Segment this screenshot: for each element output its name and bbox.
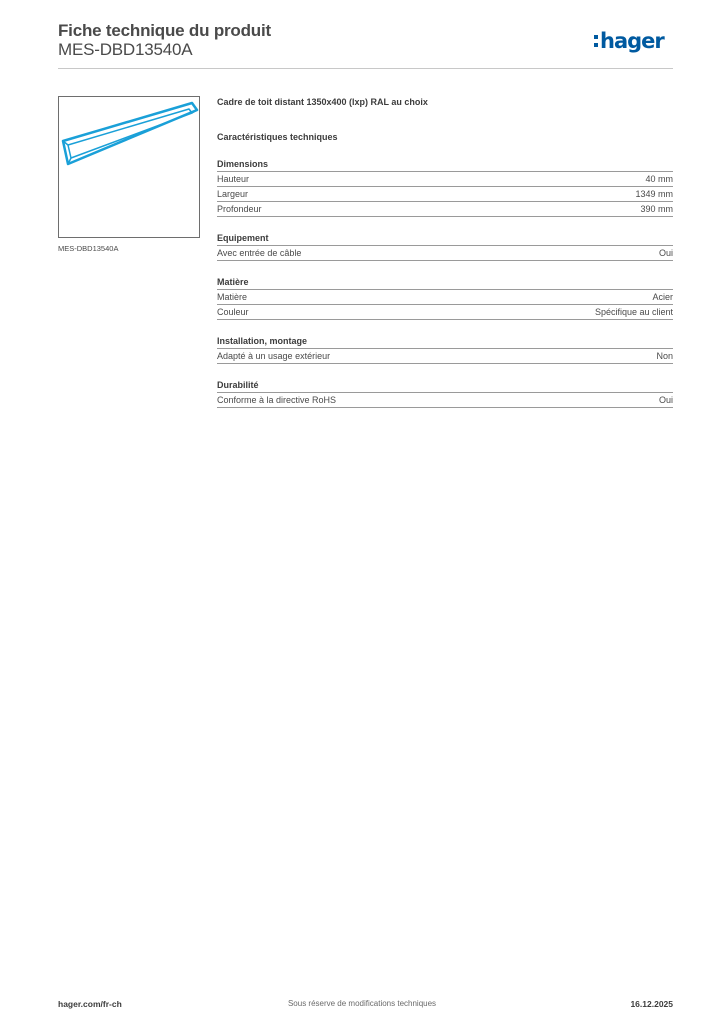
spec-value: Oui bbox=[658, 248, 673, 258]
spec-value: 1349 mm bbox=[635, 189, 673, 199]
section-material bbox=[217, 276, 673, 320]
section-durability bbox=[217, 379, 673, 408]
section-title: Matière bbox=[217, 277, 249, 287]
product-code: MES-DBD13540A bbox=[58, 40, 193, 59]
spec-label: Profondeur bbox=[217, 204, 262, 214]
spec-row bbox=[217, 201, 673, 217]
footer-date: 16.12.2025 bbox=[630, 999, 673, 1009]
product-image bbox=[58, 96, 200, 238]
spec-row bbox=[217, 171, 673, 186]
product-details bbox=[217, 96, 673, 408]
hager-logo bbox=[594, 26, 674, 56]
spec-label: Avec entrée de câble bbox=[217, 248, 302, 258]
spec-label: Matière bbox=[217, 292, 248, 302]
footer-website-link[interactable]: hager.com/fr-ch bbox=[58, 999, 122, 1009]
image-caption: MES-DBD13540A bbox=[58, 244, 119, 253]
spec-row bbox=[217, 186, 673, 201]
logo-text: hager bbox=[600, 29, 664, 53]
spec-row bbox=[217, 392, 673, 408]
header-divider bbox=[58, 68, 673, 69]
section-title: Equipement bbox=[217, 233, 269, 243]
hager-logo-icon bbox=[594, 26, 674, 56]
spec-value: Oui bbox=[658, 395, 673, 405]
spec-label: Adapté à un usage extérieur bbox=[217, 351, 331, 361]
spec-label: Conforme à la directive RoHS bbox=[217, 395, 337, 405]
spec-value: Non bbox=[656, 351, 673, 361]
section-dimensions bbox=[217, 158, 673, 217]
page-title: Fiche technique du produit bbox=[58, 21, 271, 40]
footer-notice: Sous réserve de modifications techniques bbox=[287, 999, 437, 1008]
frame-product-icon bbox=[59, 97, 199, 237]
spec-value: 40 mm bbox=[645, 174, 673, 184]
spec-label: Largeur bbox=[217, 189, 249, 199]
spec-value: Spécifique au client bbox=[594, 307, 673, 317]
spec-row bbox=[217, 245, 673, 261]
section-title: Durabilité bbox=[217, 380, 259, 390]
spec-value: 390 mm bbox=[640, 204, 673, 214]
section-installation bbox=[217, 335, 673, 364]
spec-row bbox=[217, 304, 673, 320]
product-description: Cadre de toit distant 1350x400 (lxp) RAL au choix bbox=[217, 97, 428, 107]
spec-value: Acier bbox=[652, 292, 673, 302]
spec-label: Couleur bbox=[217, 307, 249, 317]
section-equipment bbox=[217, 232, 673, 261]
technical-characteristics-title: Caractéristiques techniques bbox=[217, 132, 338, 142]
spec-label: Hauteur bbox=[217, 174, 250, 184]
section-title: Dimensions bbox=[217, 159, 269, 169]
spec-row bbox=[217, 348, 673, 364]
spec-row bbox=[217, 289, 673, 304]
section-title: Installation, montage bbox=[217, 336, 308, 346]
